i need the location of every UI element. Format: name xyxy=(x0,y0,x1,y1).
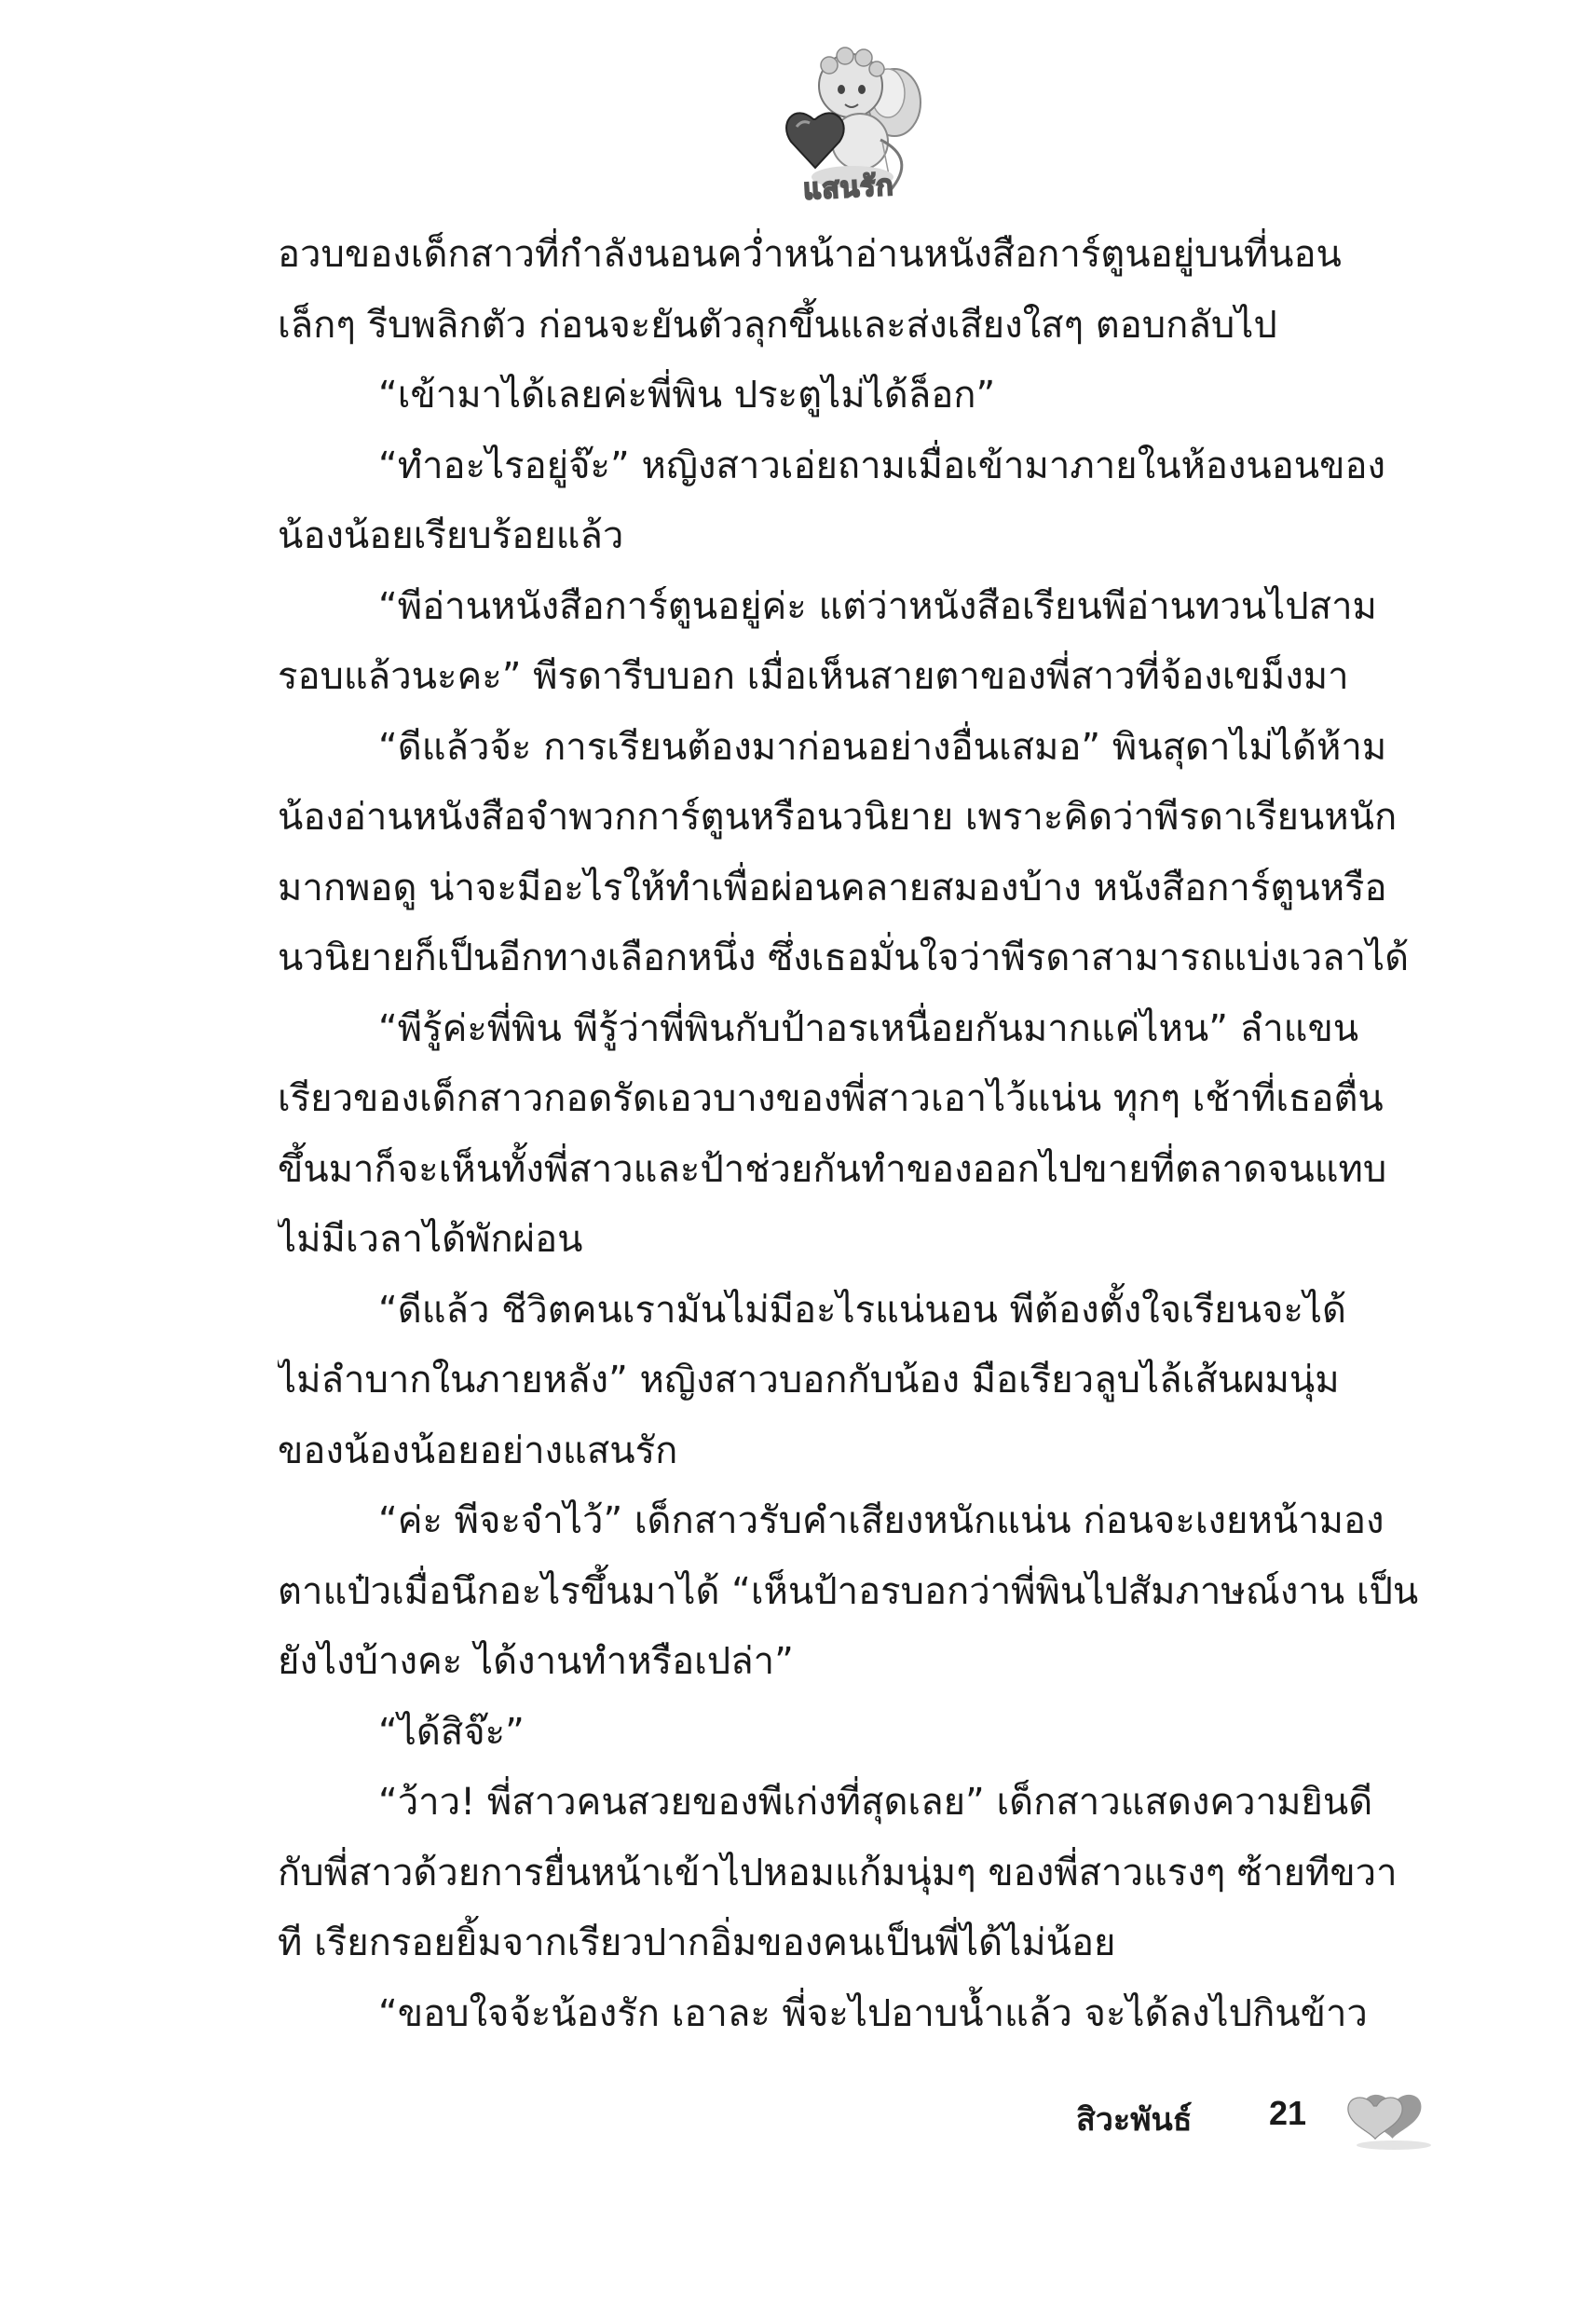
text-line: ไม่ลำบากในภายหลัง” หญิงสาวบอกกับน้อง มือเรียวลูบไล้เส้นผมนุ่ม xyxy=(278,1359,1340,1402)
text-line: ที เรียกรอยยิ้มจากเรียวปากอิ่มของคนเป็นพี่ได้ไม่น้อย xyxy=(278,1921,1116,1964)
story-text xyxy=(278,220,1438,2049)
text-line: ขึ้นมาก็จะเห็นทั้งพี่สาวและป้าช่วยกันทำของออกไปขายที่ตลาดจนแทบ xyxy=(278,1147,1387,1191)
text-line: “ดีแล้ว ชีวิตคนเรามันไม่มีอะไรแน่นอน พีต้องตั้งใจเรียนจะได้ xyxy=(378,1288,1347,1332)
text-line: “ดีแล้วจ้ะ การเรียนต้องมาก่อนอย่างอื่นเสมอ” พินสุดาไม่ได้ห้าม xyxy=(378,725,1387,769)
text-line: นวนิยายก็เป็นอีกทางเลือกหนึ่ง ซึ่งเธอมั่นใจว่าพีรดาสามารถแบ่งเวลาได้ xyxy=(278,937,1410,979)
text-line: ตาแป๋วเมื่อนึกอะไรขึ้นมาได้ “เห็นป้าอรบอกว่าพี่พินไปสัมภาษณ์งาน เป็น xyxy=(278,1569,1419,1613)
text-line: “ว้าว! พี่สาวคนสวยของพีเก่งที่สุดเลย” เด็กสาวแสดงความยินดี xyxy=(378,1781,1373,1824)
text-line: น้องอ่านหนังสือจำพวกการ์ตูนหรือนวนิยาย เพราะคิดว่าพีรดาเรียนหนัก xyxy=(278,796,1398,839)
text-line: “เข้ามาได้เลยค่ะพี่พิน ประตูไม่ได้ล็อก” xyxy=(378,374,996,417)
text-line: ไม่มีเวลาได้พักผ่อน xyxy=(278,1218,583,1261)
hearts-icon xyxy=(1342,2078,1444,2153)
text-line: เรียวของเด็กสาวกอดรัดเอวบางของพี่สาวเอาไว้แน่น ทุกๆ เช้าที่เธอตื่น xyxy=(278,1077,1384,1120)
text-line: “พีอ่านหนังสือการ์ตูนอยู่ค่ะ แต่ว่าหนังสือเรียนพีอ่านทวนไปสาม xyxy=(378,584,1377,628)
page-number: 21 xyxy=(1269,2094,1307,2132)
text-line: น้องน้อยเรียบร้อยแล้ว xyxy=(278,514,624,557)
text-line: “ค่ะ พีจะจำไว้” เด็กสาวรับคำเสียงหนักแน่น ก่อนจะเงยหน้ามอง xyxy=(378,1499,1385,1542)
text-line: รอบแล้วนะคะ” พีรดารีบบอก เมื่อเห็นสายตาของพี่สาวที่จ้องเขม็งมา xyxy=(278,655,1349,698)
text-line: อวบของเด็กสาวที่กำลังนอนคว่ำหน้าอ่านหนังสือการ์ตูนอยู่บนที่นอน xyxy=(278,233,1342,276)
text-line: กับพี่สาวด้วยการยื่นหน้าเข้าไปหอมแก้มนุ่มๆ ของพี่สาวแรงๆ ซ้ายทีขวา xyxy=(278,1851,1398,1894)
text-line: ของน้องน้อยอย่างแสนรัก xyxy=(278,1429,678,1472)
text-line: “ทำอะไรอยู่จ๊ะ” หญิงสาวเอ่ยถามเมื่อเข้ามาภายในห้องนอนของ xyxy=(378,444,1386,487)
logo-text: แสนรัก xyxy=(802,169,895,207)
text-line: มากพอดู น่าจะมีอะไรให้ทำเพื่อผ่อนคลายสมองบ้าง หนังสือการ์ตูนหรือ xyxy=(278,866,1387,909)
text-line: เล็กๆ รีบพลิกตัว ก่อนจะยันตัวลุกขึ้นและส่งเสียงใสๆ ตอบกลับไป xyxy=(278,303,1277,347)
text-line: “ได้สิจ๊ะ” xyxy=(378,1710,525,1754)
text-line: “ขอบใจจ้ะน้องรัก เอาละ พี่จะไปอาบน้ำแล้ว จะได้ลงไปกินข้าว xyxy=(378,1991,1368,2035)
text-line: ยังไงบ้างคะ ได้งานทำหรือเปล่า” xyxy=(278,1640,794,1683)
text-line: “พีรู้ค่ะพี่พิน พีรู้ว่าพี่พินกับป้าอรเหนื่อยกันมากแค่ไหน” ลำแขน xyxy=(378,1006,1359,1050)
footer-author: สิวะพันธ์ xyxy=(1076,2101,1193,2139)
